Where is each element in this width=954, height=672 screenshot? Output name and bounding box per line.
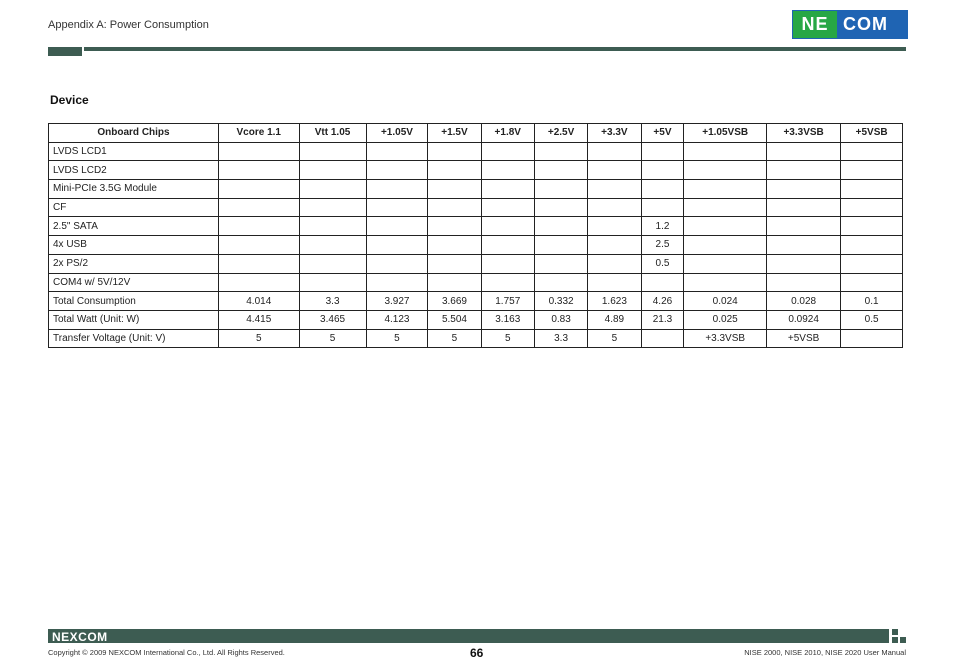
value-cell: 5 [219, 329, 300, 348]
value-cell [641, 273, 684, 292]
value-cell [684, 273, 767, 292]
value-cell [366, 198, 428, 217]
value-cell: 0.028 [767, 292, 841, 311]
value-cell [641, 180, 684, 199]
footer-square-decoration [892, 637, 898, 643]
value-cell: 5 [588, 329, 641, 348]
value-cell [841, 254, 903, 273]
value-cell [366, 254, 428, 273]
value-cell [841, 329, 903, 348]
value-cell [481, 236, 534, 255]
row-label-cell: 2.5" SATA [49, 217, 219, 236]
value-cell [219, 254, 300, 273]
value-cell: 3.3 [534, 329, 587, 348]
value-cell [841, 273, 903, 292]
value-cell: 0.1 [841, 292, 903, 311]
table-row [49, 142, 903, 161]
value-cell [534, 217, 587, 236]
value-cell [641, 161, 684, 180]
value-cell [366, 180, 428, 199]
value-cell: +5VSB [767, 329, 841, 348]
value-cell [428, 198, 481, 217]
value-cell [767, 198, 841, 217]
value-cell [684, 217, 767, 236]
value-cell [366, 161, 428, 180]
value-cell [428, 217, 481, 236]
footer-bar [48, 629, 889, 643]
value-cell [684, 142, 767, 161]
value-cell [841, 180, 903, 199]
row-label-cell: COM4 w/ 5V/12V [49, 273, 219, 292]
value-cell [481, 217, 534, 236]
value-cell [219, 142, 300, 161]
value-cell [534, 254, 587, 273]
value-cell [481, 273, 534, 292]
value-cell: 4.123 [366, 310, 428, 329]
table-row [49, 236, 903, 255]
table-header-row [49, 124, 903, 143]
value-cell [299, 161, 366, 180]
value-cell [641, 142, 684, 161]
value-cell [767, 142, 841, 161]
device-heading: Device [50, 93, 89, 107]
value-cell [841, 142, 903, 161]
table-header-cell: +3.3V [588, 124, 641, 143]
value-cell [588, 236, 641, 255]
value-cell [767, 236, 841, 255]
value-cell: 0.332 [534, 292, 587, 311]
value-cell [841, 161, 903, 180]
value-cell [588, 198, 641, 217]
value-cell: 0.5 [641, 254, 684, 273]
value-cell [428, 180, 481, 199]
value-cell: 2.5 [641, 236, 684, 255]
value-cell [299, 236, 366, 255]
table-row [49, 254, 903, 273]
table-body [49, 142, 903, 348]
table-header-cell: Onboard Chips [49, 124, 219, 143]
table-header-cell: Vtt 1.05 [299, 124, 366, 143]
header-section-title: Appendix A: Power Consumption [48, 19, 209, 31]
value-cell [841, 236, 903, 255]
value-cell: 1.757 [481, 292, 534, 311]
value-cell: 0.025 [684, 310, 767, 329]
value-cell [684, 161, 767, 180]
table-row [49, 180, 903, 199]
value-cell [366, 142, 428, 161]
value-cell [219, 273, 300, 292]
table-row [49, 310, 903, 329]
table-row [49, 292, 903, 311]
value-cell: 3.163 [481, 310, 534, 329]
footer-logo: NEXCOM [52, 630, 108, 644]
value-cell [299, 180, 366, 199]
footer-copyright: Copyright © 2009 NEXCOM International Co., Ltd. All Rights Reserved. [48, 648, 285, 657]
table-header-cell: +1.8V [481, 124, 534, 143]
value-cell [534, 142, 587, 161]
table-header-cell: +3.3VSB [767, 124, 841, 143]
value-cell [428, 273, 481, 292]
value-cell: 5 [428, 329, 481, 348]
footer-square-decoration [892, 629, 898, 635]
row-label-cell: LVDS LCD2 [49, 161, 219, 180]
value-cell: 4.26 [641, 292, 684, 311]
value-cell: 0.83 [534, 310, 587, 329]
value-cell [841, 198, 903, 217]
value-cell [219, 161, 300, 180]
value-cell [534, 198, 587, 217]
table-header-cell: +2.5V [534, 124, 587, 143]
value-cell [841, 217, 903, 236]
value-cell [481, 198, 534, 217]
table-header-cell: +1.05V [366, 124, 428, 143]
value-cell [684, 198, 767, 217]
row-label-cell: Total Consumption [49, 292, 219, 311]
value-cell [219, 180, 300, 199]
value-cell [767, 180, 841, 199]
value-cell [428, 142, 481, 161]
value-cell: 4.014 [219, 292, 300, 311]
table-header-cell: +5V [641, 124, 684, 143]
value-cell [299, 273, 366, 292]
value-cell [588, 217, 641, 236]
row-label-cell: 2x PS/2 [49, 254, 219, 273]
footer-square-decoration [900, 637, 906, 643]
nexcom-logo [792, 10, 908, 39]
value-cell [588, 254, 641, 273]
value-cell [588, 180, 641, 199]
value-cell [588, 142, 641, 161]
value-cell [481, 254, 534, 273]
value-cell: 3.465 [299, 310, 366, 329]
logo-ne: NE [793, 11, 837, 38]
header-bar-accent [48, 47, 82, 56]
value-cell [366, 236, 428, 255]
table-header-cell: Vcore 1.1 [219, 124, 300, 143]
value-cell [219, 217, 300, 236]
footer-manual-title: NISE 2000, NISE 2010, NISE 2020 User Manual [744, 648, 906, 657]
value-cell [684, 236, 767, 255]
value-cell: 1.2 [641, 217, 684, 236]
table-header-cell: +5VSB [841, 124, 903, 143]
value-cell: 5 [366, 329, 428, 348]
value-cell [481, 142, 534, 161]
value-cell: 0.5 [841, 310, 903, 329]
value-cell [299, 142, 366, 161]
row-label-cell: LVDS LCD1 [49, 142, 219, 161]
table-row [49, 198, 903, 217]
value-cell: 5 [299, 329, 366, 348]
value-cell: 4.415 [219, 310, 300, 329]
value-cell: 3.669 [428, 292, 481, 311]
value-cell [641, 329, 684, 348]
value-cell [481, 180, 534, 199]
value-cell [534, 180, 587, 199]
value-cell [767, 161, 841, 180]
value-cell [428, 236, 481, 255]
value-cell: 0.024 [684, 292, 767, 311]
value-cell: 5.504 [428, 310, 481, 329]
value-cell: +3.3VSB [684, 329, 767, 348]
logo-com: COM [843, 14, 888, 34]
table-row [49, 217, 903, 236]
value-cell [299, 217, 366, 236]
value-cell [428, 254, 481, 273]
value-cell [767, 273, 841, 292]
value-cell [534, 161, 587, 180]
value-cell [684, 180, 767, 199]
value-cell [299, 198, 366, 217]
value-cell [219, 198, 300, 217]
row-label-cell: Total Watt (Unit: W) [49, 310, 219, 329]
value-cell: 0.0924 [767, 310, 841, 329]
page-number: 66 [470, 646, 484, 660]
value-cell: 1.623 [588, 292, 641, 311]
value-cell [534, 273, 587, 292]
power-consumption-table [48, 123, 903, 348]
value-cell [767, 254, 841, 273]
value-cell: 5 [481, 329, 534, 348]
value-cell [684, 254, 767, 273]
value-cell [366, 217, 428, 236]
value-cell [534, 236, 587, 255]
table-header-cell: +1.5V [428, 124, 481, 143]
value-cell: 3.3 [299, 292, 366, 311]
value-cell [641, 198, 684, 217]
row-label-cell: Mini-PCIe 3.5G Module [49, 180, 219, 199]
value-cell: 4.89 [588, 310, 641, 329]
table-row [49, 329, 903, 348]
table-header-cell: +1.05VSB [684, 124, 767, 143]
row-label-cell: 4x USB [49, 236, 219, 255]
value-cell [219, 236, 300, 255]
row-label-cell: CF [49, 198, 219, 217]
header-bar [84, 47, 906, 51]
value-cell: 3.927 [366, 292, 428, 311]
table-row [49, 273, 903, 292]
row-label-cell: Transfer Voltage (Unit: V) [49, 329, 219, 348]
value-cell [428, 161, 481, 180]
value-cell [481, 161, 534, 180]
value-cell [588, 273, 641, 292]
value-cell [767, 217, 841, 236]
value-cell [299, 254, 366, 273]
value-cell [588, 161, 641, 180]
table-row [49, 161, 903, 180]
value-cell [366, 273, 428, 292]
value-cell: 21.3 [641, 310, 684, 329]
